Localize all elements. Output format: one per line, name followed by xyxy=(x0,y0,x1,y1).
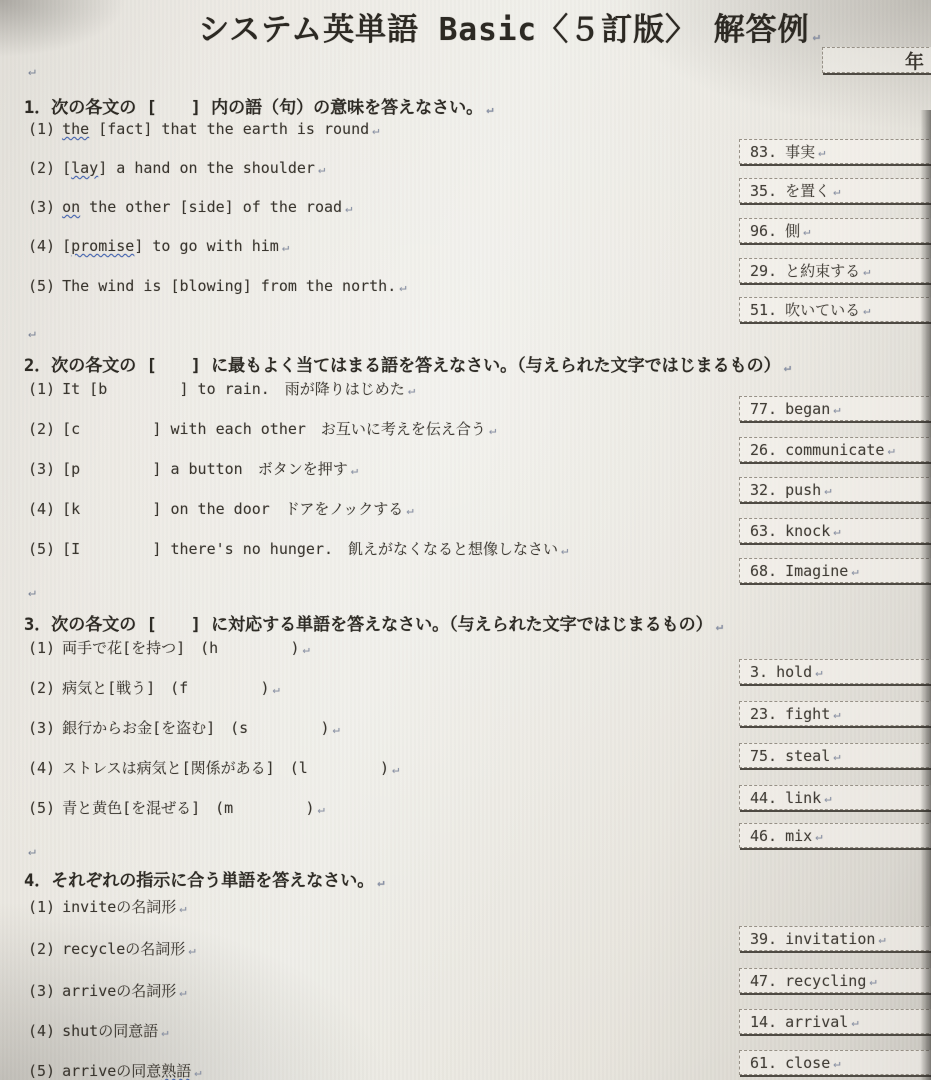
answer-text: 吹いている xyxy=(785,301,861,319)
return-mark: ↵ xyxy=(878,931,886,946)
return-mark: ↵ xyxy=(851,563,859,578)
question-text: [lay] a hand on the shoulder xyxy=(62,159,315,177)
return-mark: ↵ xyxy=(815,828,823,843)
answer-number: 68. xyxy=(750,561,778,580)
answer-text: mix xyxy=(785,826,813,845)
answer-text: arrival xyxy=(785,1012,849,1031)
return-mark: ↵ xyxy=(377,875,385,889)
answer-number: 23. xyxy=(750,704,778,723)
answer-number: 44. xyxy=(750,788,778,807)
question-text: [promise] to go with him xyxy=(62,237,279,255)
question-text: ストレスは病気と[関係がある] (l ) xyxy=(62,759,390,777)
return-mark: ↵ xyxy=(715,619,723,633)
question-text: 病気と[戦う] (f ) xyxy=(62,679,270,697)
answer-box[interactable] xyxy=(739,558,931,583)
page-title-text: システム英単語 Basic〈５訂版〉 解答例 xyxy=(198,12,810,48)
answer-number: 35. xyxy=(750,181,778,200)
question-line xyxy=(28,1020,168,1041)
return-mark: ↵ xyxy=(824,790,832,805)
question-text: inviteの名詞形 xyxy=(62,898,177,916)
answer-number: 75. xyxy=(750,746,778,765)
question-line xyxy=(28,717,340,738)
question-number: (2) xyxy=(28,420,56,438)
return-mark: ↵ xyxy=(372,123,380,137)
answer-number: 39. xyxy=(750,929,778,948)
question-text: [p ] a button ボタンを押す xyxy=(62,460,348,478)
paragraph-mark: ↵ xyxy=(28,844,36,859)
return-mark: ↵ xyxy=(815,664,823,679)
question-line xyxy=(28,757,399,778)
question-text: 青と黄色[を混ぜる] (m ) xyxy=(62,799,315,817)
question-text: [k ] on the door ドアをノックする xyxy=(62,500,404,518)
question-text: The wind is [blowing] from the north. xyxy=(62,277,397,295)
question-line xyxy=(28,198,352,216)
question-number: (1) xyxy=(28,120,56,138)
question-line xyxy=(28,637,310,658)
return-mark: ↵ xyxy=(179,901,187,915)
return-mark: ↵ xyxy=(869,973,877,988)
answer-box[interactable] xyxy=(739,743,931,768)
question-number: (5) xyxy=(28,799,56,817)
question-text: shutの同意語 xyxy=(62,1022,159,1040)
answer-number: 46. xyxy=(750,826,778,845)
answer-text: を置く xyxy=(785,182,831,200)
answer-text: link xyxy=(785,788,822,807)
question-line xyxy=(28,677,280,698)
return-mark: ↵ xyxy=(488,423,497,437)
question-line xyxy=(28,896,187,917)
answer-box[interactable] xyxy=(739,258,931,283)
question-line xyxy=(28,458,358,479)
answer-text: close xyxy=(785,1053,831,1072)
section-heading-text: 4．それぞれの指示に合う単語を答えなさい。 xyxy=(24,871,375,891)
answer-text: 事実 xyxy=(785,143,816,161)
year-field[interactable] xyxy=(822,47,931,73)
answer-box[interactable] xyxy=(739,785,931,810)
question-line xyxy=(28,277,406,295)
question-text: recycleの名詞形 xyxy=(62,940,186,958)
answer-box[interactable] xyxy=(739,477,931,502)
answer-text: 側 xyxy=(785,222,801,240)
question-number: (3) xyxy=(28,460,56,478)
return-mark: ↵ xyxy=(833,523,841,538)
question-line xyxy=(28,418,496,439)
answer-box[interactable] xyxy=(739,297,931,322)
answer-text: push xyxy=(785,480,822,499)
question-number: (3) xyxy=(28,982,56,1000)
answer-number: 63. xyxy=(750,521,778,540)
question-number: (1) xyxy=(28,898,56,916)
return-mark: ↵ xyxy=(302,642,310,656)
section-heading xyxy=(24,351,791,376)
paragraph-mark: ↵ xyxy=(28,585,36,600)
return-mark: ↵ xyxy=(818,144,826,159)
section-heading xyxy=(24,610,723,635)
question-line xyxy=(28,159,325,177)
return-mark: ↵ xyxy=(194,1065,202,1079)
question-text: 銀行からお金[を盗む] (s ) xyxy=(62,719,330,737)
question-line xyxy=(28,980,187,1001)
return-mark: ↵ xyxy=(161,1025,169,1039)
answer-text: Imagine xyxy=(785,561,849,580)
question-line xyxy=(28,538,568,559)
question-text: 両手で花[を持つ] (h ) xyxy=(62,639,300,657)
return-mark: ↵ xyxy=(833,748,841,763)
return-mark: ↵ xyxy=(833,401,841,416)
question-number: (5) xyxy=(28,1062,56,1080)
answer-box[interactable] xyxy=(739,218,931,243)
answer-text: steal xyxy=(785,746,831,765)
question-number: (2) xyxy=(28,940,56,958)
question-number: (2) xyxy=(28,679,56,697)
answer-box[interactable] xyxy=(739,823,931,848)
question-number: (3) xyxy=(28,198,56,216)
return-mark: ↵ xyxy=(345,201,353,215)
return-mark: ↵ xyxy=(803,223,811,238)
answer-box[interactable] xyxy=(739,396,931,421)
question-line xyxy=(28,378,415,399)
section-heading xyxy=(24,866,384,891)
answer-box[interactable] xyxy=(739,701,931,726)
answer-number: 26. xyxy=(750,440,778,459)
question-number: (1) xyxy=(28,380,56,398)
question-line xyxy=(28,237,289,255)
return-mark: ↵ xyxy=(783,360,791,374)
question-text: on the other [side] of the road xyxy=(62,198,343,216)
return-mark: ↵ xyxy=(851,1014,859,1029)
return-mark: ↵ xyxy=(812,29,821,43)
question-number: (4) xyxy=(28,759,56,777)
return-mark: ↵ xyxy=(399,280,407,294)
answer-box[interactable] xyxy=(739,1050,931,1075)
answer-box[interactable] xyxy=(739,178,931,203)
return-mark: ↵ xyxy=(833,183,841,198)
return-mark: ↵ xyxy=(863,302,871,317)
answer-box[interactable] xyxy=(739,926,931,951)
return-mark: ↵ xyxy=(272,682,280,696)
answer-number: 14. xyxy=(750,1012,778,1031)
answer-number: 96. xyxy=(750,221,778,240)
answer-text: と約束する xyxy=(785,262,861,280)
answer-number: 61. xyxy=(750,1053,778,1072)
answer-number: 3. xyxy=(750,662,769,681)
return-mark: ↵ xyxy=(350,463,358,477)
answer-box[interactable] xyxy=(739,659,931,684)
question-number: (4) xyxy=(28,237,56,255)
answer-box[interactable] xyxy=(739,1009,931,1034)
answer-text: hold xyxy=(776,662,813,681)
answer-text: communicate xyxy=(785,440,885,459)
answer-box[interactable] xyxy=(739,518,931,543)
answer-text: invitation xyxy=(785,929,876,948)
answer-number: 29. xyxy=(750,261,778,280)
return-mark: ↵ xyxy=(561,543,569,557)
return-mark: ↵ xyxy=(863,263,871,278)
question-number: (3) xyxy=(28,719,56,737)
question-number: (5) xyxy=(28,277,56,295)
section-heading-text: 2．次の各文の [ ] に最もよく当てはまる語を答えなさい。（与えられた文字ではじまるもの） xyxy=(24,356,781,376)
return-mark: ↵ xyxy=(188,943,196,957)
return-mark: ↵ xyxy=(486,102,494,116)
return-mark: ↵ xyxy=(824,482,832,497)
answer-box[interactable] xyxy=(739,139,931,164)
return-mark: ↵ xyxy=(317,162,326,176)
question-line xyxy=(28,120,379,138)
question-line xyxy=(28,498,414,519)
question-line xyxy=(28,938,196,959)
section-heading xyxy=(24,93,493,118)
return-mark: ↵ xyxy=(179,985,187,999)
question-number: (4) xyxy=(28,1022,56,1040)
answer-box[interactable] xyxy=(739,968,931,993)
answer-text: knock xyxy=(785,521,831,540)
answer-text: recycling xyxy=(785,971,867,990)
question-text: the [fact] that the earth is round xyxy=(62,120,370,138)
answer-number: 83. xyxy=(750,142,778,161)
question-text: [c ] with each other お互いに考えを伝え合う xyxy=(62,420,486,438)
answer-number: 32. xyxy=(750,480,778,499)
answer-number: 47. xyxy=(750,971,778,990)
section-heading-text: 3．次の各文の [ ] に対応する単語を答えなさい。（与えられた文字ではじまるもの） xyxy=(24,615,713,635)
return-mark: ↵ xyxy=(887,442,895,457)
question-number: (4) xyxy=(28,500,56,518)
return-mark: ↵ xyxy=(281,240,290,254)
question-line xyxy=(28,1060,202,1080)
question-number: (2) xyxy=(28,159,56,177)
question-number: (5) xyxy=(28,540,56,558)
paragraph-mark: ↵ xyxy=(28,64,36,79)
section-heading-text: 1．次の各文の [ ] 内の語（句）の意味を答えなさい。 xyxy=(24,98,484,118)
return-mark: ↵ xyxy=(833,706,841,721)
return-mark: ↵ xyxy=(317,802,325,816)
question-text: It [b ] to rain. 雨が降りはじめた xyxy=(62,380,405,398)
question-number: (1) xyxy=(28,639,56,657)
page-title xyxy=(0,4,931,49)
return-mark: ↵ xyxy=(407,383,416,397)
answer-box[interactable] xyxy=(739,437,931,462)
answer-number: 51. xyxy=(750,300,778,319)
answer-text: fight xyxy=(785,704,831,723)
return-mark: ↵ xyxy=(392,762,400,776)
return-mark: ↵ xyxy=(332,722,340,736)
answer-text: began xyxy=(785,399,831,418)
return-mark: ↵ xyxy=(406,503,414,517)
question-text: arriveの名詞形 xyxy=(62,982,177,1000)
question-text: arriveの同意熟語 xyxy=(62,1062,192,1080)
question-text: [I ] there's no hunger. 飢えがなくなると想像しなさい xyxy=(62,540,559,558)
year-label: 年 xyxy=(904,50,924,73)
question-line xyxy=(28,797,325,818)
answer-number: 77. xyxy=(750,399,778,418)
paragraph-mark: ↵ xyxy=(28,326,36,341)
return-mark: ↵ xyxy=(833,1055,841,1070)
